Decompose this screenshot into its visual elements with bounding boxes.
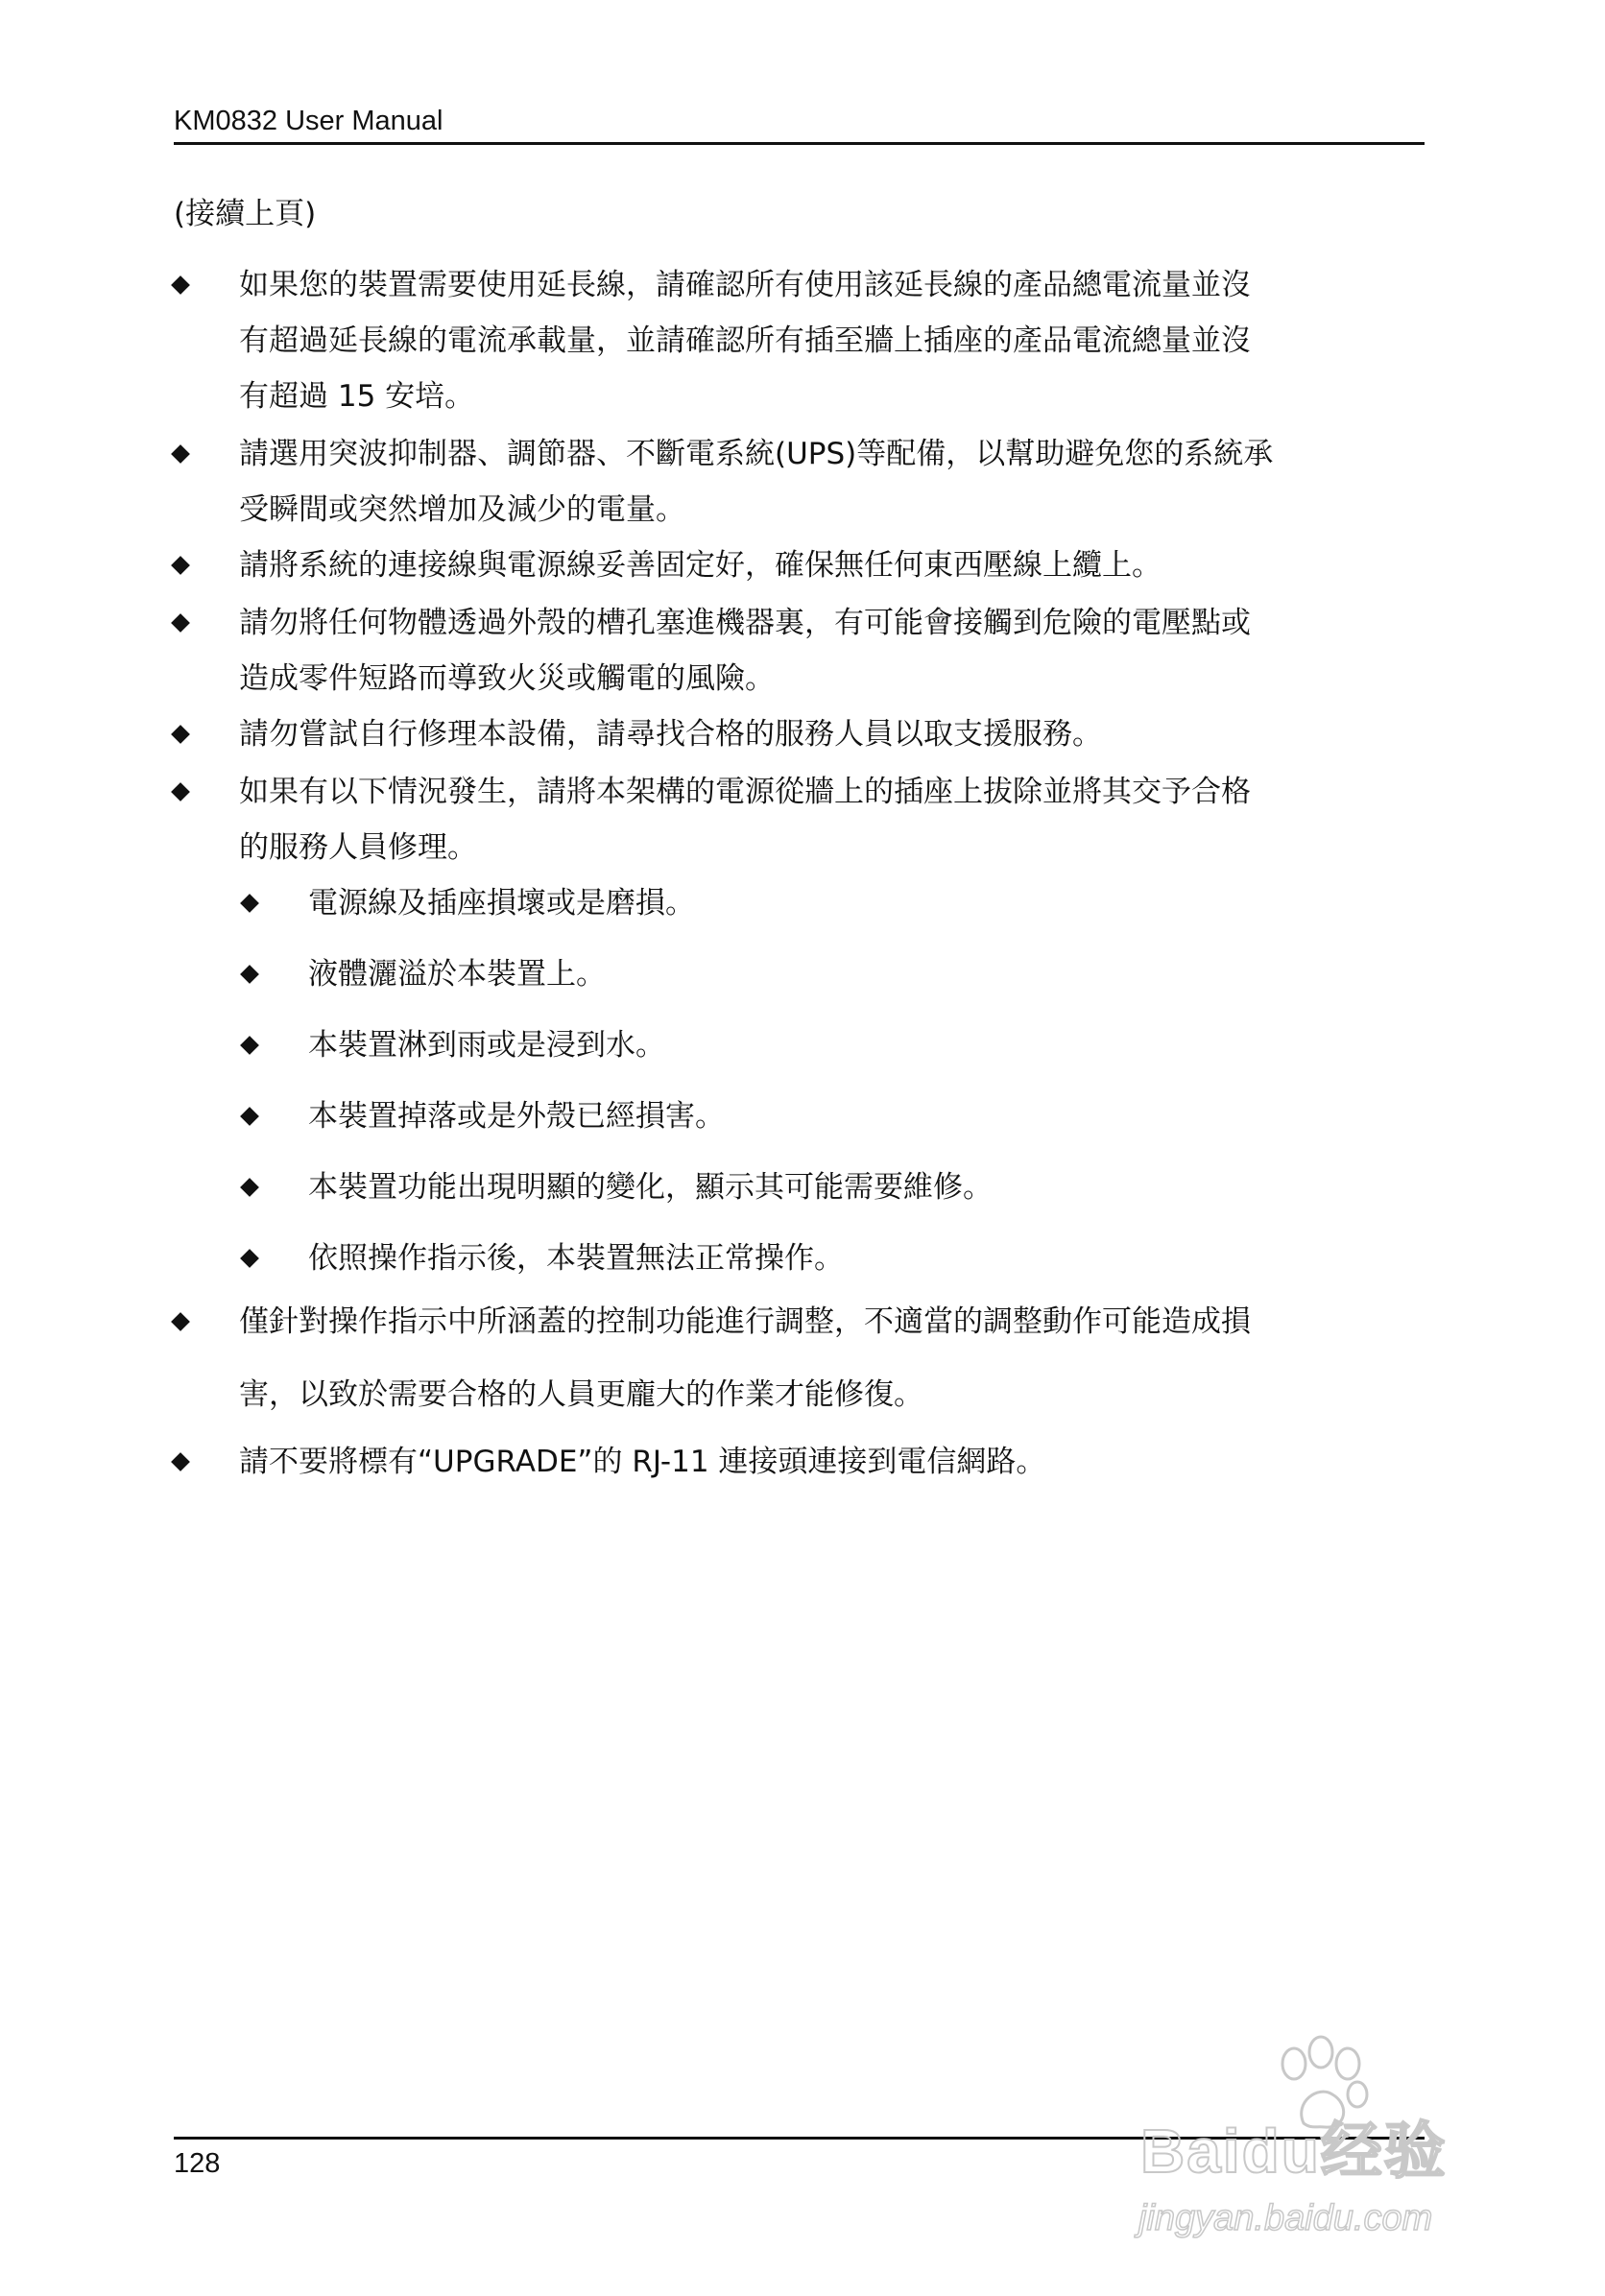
bullet-icon: [171, 1452, 190, 1471]
header-rule: [174, 142, 1425, 145]
item-line: 受瞬間或突然增加及減少的電量。: [239, 492, 685, 527]
baidu-watermark: [1131, 2035, 1515, 2256]
item-line: 的服務人員修理。: [239, 830, 477, 865]
item-line: 請不要將標有“UPGRADE”的 RJ-11 連接頭連接到電信網路。: [239, 1445, 1046, 1479]
item-line: 僅針對操作指示中所涵蓋的控制功能進行調整，不適當的調整動作可能造成損: [239, 1304, 1251, 1339]
watermark-brand: Baidu经验: [1140, 2117, 1448, 2186]
bullet-icon: [240, 965, 259, 984]
item-line: 本裝置掉落或是外殼已經損害。: [308, 1099, 725, 1134]
item-line: 請勿嘗試自行修理本設備，請尋找合格的服務人員以取支援服務。: [239, 717, 1102, 752]
item-line: 本裝置淋到雨或是浸到水。: [308, 1028, 665, 1063]
bullet-icon: [240, 894, 259, 913]
bullet-icon: [240, 1107, 259, 1126]
item-line: 依照操作指示後，本裝置無法正常操作。: [308, 1241, 844, 1276]
bullet-icon: [171, 444, 190, 464]
continued-label: (接續上頁): [174, 197, 317, 231]
bullet-icon: [171, 275, 190, 295]
item-line: 請選用突波抑制器、調節器、不斷電系統(UPS)等配備，以幫助避免您的系統承: [239, 437, 1274, 471]
item-line: 有超過延長線的電流承載量，並請確認所有插至牆上插座的產品電流總量並沒: [239, 323, 1251, 358]
page-number: 128: [174, 2148, 221, 2179]
item-line: 液體灑溢於本裝置上。: [308, 957, 606, 992]
item-line: 電源線及插座損壞或是磨損。: [308, 886, 695, 921]
bullet-icon: [240, 1249, 259, 1268]
item-line: 如果您的裝置需要使用延長線，請確認所有使用該延長線的產品總電流量並沒: [239, 268, 1251, 302]
bullet-icon: [171, 613, 190, 633]
item-line: 本裝置功能出現明顯的變化，顯示其可能需要維修。: [308, 1170, 993, 1205]
item-line: 有超過 15 安培。: [239, 379, 475, 414]
bullet-icon: [240, 1036, 259, 1055]
item-line: 造成零件短路而導致火災或觸電的風險。: [239, 661, 775, 696]
item-line: 請勿將任何物體透過外殼的槽孔塞進機器裏，有可能會接觸到危險的電壓點或: [239, 606, 1251, 640]
item-line: 如果有以下情況發生，請將本架構的電源從牆上的插座上拔除並將其交予合格: [239, 775, 1251, 809]
bullet-icon: [171, 725, 190, 744]
item-line: 害，以致於需要合格的人員更龐大的作業才能修復。: [239, 1377, 923, 1412]
bullet-icon: [171, 1312, 190, 1331]
bullet-icon: [171, 556, 190, 575]
bullet-icon: [171, 782, 190, 801]
bullet-icon: [240, 1178, 259, 1197]
item-line: 請將系統的連接線與電源線妥善固定好，確保無任何東西壓線上纜上。: [239, 548, 1162, 583]
page-header-title: KM0832 User Manual: [174, 106, 443, 136]
watermark-url: jingyan.baidu.com: [1138, 2198, 1433, 2238]
